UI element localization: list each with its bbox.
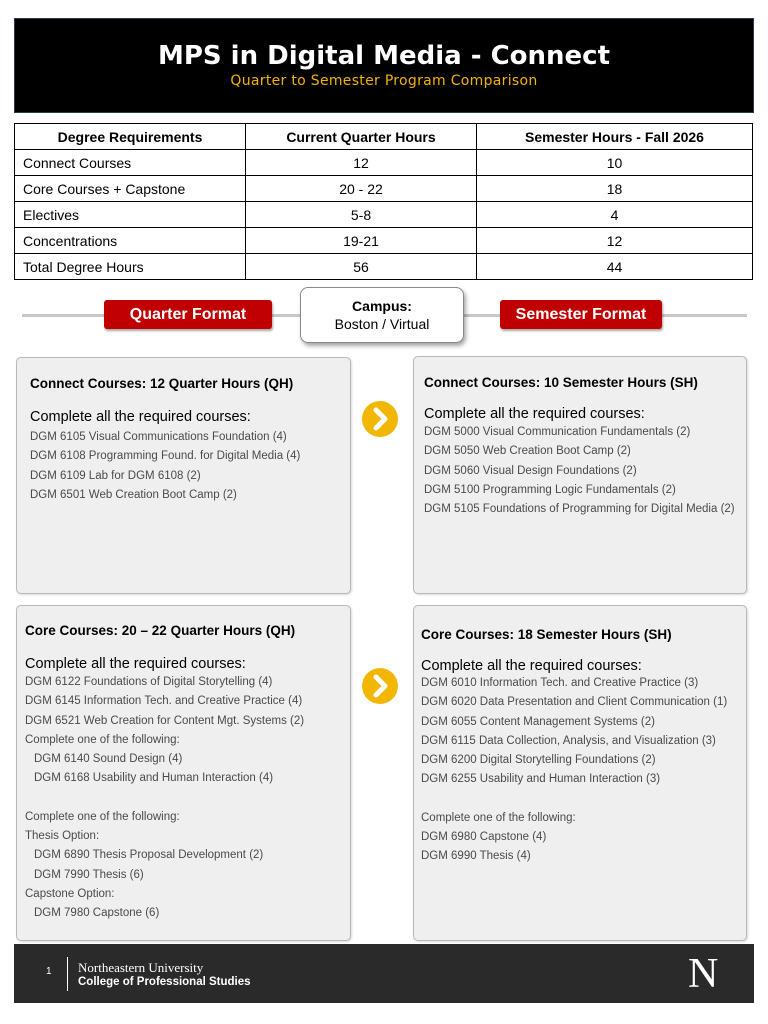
panel-lead: Complete all the required courses:	[25, 656, 246, 672]
northeastern-logo: N	[688, 951, 719, 997]
course-item: Complete one of the following:	[25, 733, 180, 746]
table-cell: Total Degree Hours	[15, 254, 246, 280]
course-item: DGM 5100 Programming Logic Fundamentals (2)	[424, 483, 676, 496]
page-title: MPS in Digital Media - Connect	[157, 41, 611, 71]
course-item: DGM 6990 Thesis (4)	[421, 850, 531, 863]
page-subtitle: Quarter to Semester Program Comparison	[230, 73, 538, 89]
table-cell: 56	[246, 254, 477, 280]
course-item: DGM 6890 Thesis Proposal Development (2)	[34, 849, 264, 862]
panel-title: Connect Courses: 10 Semester Hours (SH)	[424, 375, 698, 390]
university-name: Northeastern University	[78, 960, 204, 975]
table-row	[15, 150, 753, 176]
table-cell: Core Courses + Capstone	[15, 176, 246, 202]
course-item: DGM 6255 Usability and Human Interaction (3)	[421, 773, 661, 786]
table-row	[15, 176, 753, 202]
panel-title: Core Courses: 20 – 22 Quarter Hours (QH)	[25, 623, 296, 638]
course-item: DGM 5050 Web Creation Boot Camp (2)	[424, 445, 631, 458]
degree-requirements-table	[14, 123, 753, 280]
course-item: DGM 6109 Lab for DGM 6108 (2)	[30, 469, 201, 482]
course-item: DGM 6145 Information Tech. and Creative Practice (4)	[25, 695, 303, 708]
connect-quarter-panel	[16, 357, 351, 594]
course-item: DGM 6105 Visual Communications Foundation (4)	[30, 431, 287, 443]
campus-label: Campus:	[352, 298, 412, 314]
table-cell: 19-21	[246, 228, 477, 254]
divider-line	[272, 314, 300, 317]
panel-lead: Complete all the required courses:	[30, 409, 251, 425]
course-item: DGM 6168 Usability and Human Interaction (4)	[34, 772, 274, 785]
course-item: DGM 6055 Content Management Systems (2)	[421, 715, 655, 728]
course-item: DGM 6501 Web Creation Boot Camp (2)	[30, 488, 237, 501]
course-item: DGM 6108 Programming Found. for Digital Media (4)	[30, 450, 301, 463]
table-row	[15, 254, 753, 280]
semester-format-label: Semester Format	[500, 300, 662, 329]
college-name: College of Professional Studies	[78, 976, 251, 988]
core-quarter-panel	[16, 605, 351, 941]
panel-title: Connect Courses: 12 Quarter Hours (QH)	[30, 376, 294, 391]
table-cell: 20 - 22	[246, 176, 477, 202]
course-item: Capstone Option:	[25, 887, 115, 900]
course-item: Complete one of the following:	[421, 811, 576, 824]
table-row	[15, 228, 753, 254]
course-item: DGM 6980 Capstone (4)	[421, 831, 547, 844]
column-header: Semester Hours - Fall 2026	[477, 124, 753, 150]
footer-divider	[67, 957, 68, 991]
divider-line	[464, 314, 500, 317]
table-cell: Connect Courses	[15, 150, 246, 176]
table-cell: Concentrations	[15, 228, 246, 254]
spacer	[421, 790, 746, 809]
course-item: DGM 6521 Web Creation for Content Mgt. Systems (2)	[25, 714, 305, 727]
table-cell: 44	[477, 254, 753, 280]
course-item: DGM 5105 Foundations of Programming for Digital Media (2)	[424, 503, 735, 516]
course-item: DGM 7980 Capstone (6)	[34, 907, 160, 920]
page-number: 1	[46, 966, 52, 977]
table-cell: 4	[477, 202, 753, 228]
table-cell: 18	[477, 176, 753, 202]
chevron-right-circle-icon	[362, 401, 398, 437]
panel-lead: Complete all the required courses:	[424, 406, 645, 422]
course-item: DGM 6140 Sound Design (4)	[34, 753, 183, 766]
panel-title: Core Courses: 18 Semester Hours (SH)	[421, 627, 672, 642]
course-item: Thesis Option:	[25, 830, 100, 843]
divider-line	[662, 314, 747, 317]
table-header-row	[15, 124, 753, 150]
table-row	[15, 202, 753, 228]
table-cell: 12	[477, 228, 753, 254]
table-cell: Electives	[15, 202, 246, 228]
course-item: DGM 6122 Foundations of Digital Storytelling (4)	[25, 676, 273, 688]
course-item: DGM 7990 Thesis (6)	[34, 868, 144, 881]
course-item: Complete one of the following:	[25, 810, 180, 823]
quarter-format-label: Quarter Format	[104, 300, 272, 329]
chevron-right-circle-icon	[362, 668, 398, 704]
spacer	[25, 789, 350, 808]
column-header: Degree Requirements	[15, 124, 246, 150]
table-cell: 12	[246, 150, 477, 176]
course-item: DGM 6020 Data Presentation and Client Communication (1)	[421, 696, 728, 709]
column-header: Current Quarter Hours	[246, 124, 477, 150]
divider-line	[22, 314, 104, 317]
campus-box	[300, 287, 464, 343]
campus-value: Boston / Virtual	[334, 316, 430, 332]
course-item: DGM 5060 Visual Design Foundations (2)	[424, 464, 637, 477]
course-item: DGM 5000 Visual Communication Fundamentals (2)	[424, 426, 691, 438]
course-item: DGM 6010 Information Tech. and Creative Practice (3)	[421, 677, 699, 689]
course-item: DGM 6115 Data Collection, Analysis, and Visualization (3)	[421, 734, 716, 747]
panel-lead: Complete all the required courses:	[421, 658, 642, 674]
page-header	[14, 18, 754, 113]
course-item: DGM 6200 Digital Storytelling Foundations (2)	[421, 754, 656, 767]
table-cell: 10	[477, 150, 753, 176]
connect-semester-panel	[413, 356, 747, 594]
table-cell: 5-8	[246, 202, 477, 228]
page-footer	[14, 944, 754, 1003]
core-semester-panel	[413, 605, 747, 941]
